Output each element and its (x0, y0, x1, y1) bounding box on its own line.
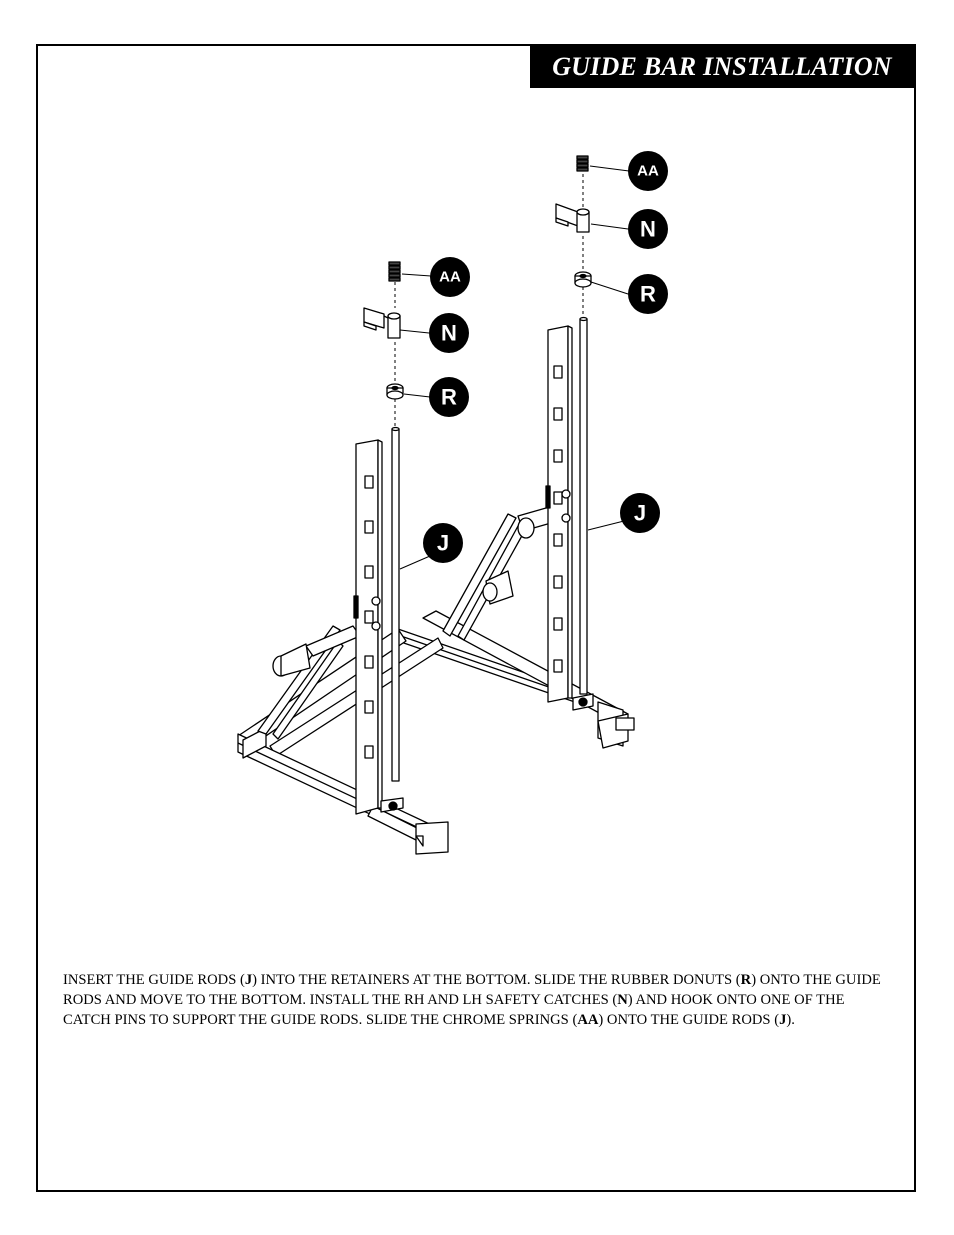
instruction-part-ref: R (740, 972, 752, 988)
callout-right-j-label: J (633, 500, 647, 526)
left-spring-aa (389, 262, 400, 281)
instruction-part-ref: N (617, 992, 628, 1008)
callout-right-n (628, 209, 668, 249)
right-donut-r (575, 272, 591, 287)
callout-left-j-label: J (436, 530, 450, 556)
instruction-part-ref: J (244, 972, 253, 988)
instruction-text: ) INTO THE RETAINERS AT THE BOTTOM. SLIDE THE RUBBER DONUTS ( (252, 972, 741, 988)
leader-lines (400, 166, 629, 569)
instruction-text: ) AND HOOK ONTO ONE OF THE CATCH PINS TO SUPPORT THE GUIDE RODS. SLIDE THE CHROME SPRINGS ( (63, 992, 845, 1028)
instruction-text: INSERT THE GUIDE RODS ( (63, 972, 245, 988)
callout-right-r-label: R (640, 281, 656, 307)
right-safety-catch-n (556, 204, 589, 232)
callout-right-aa-label: AA (637, 162, 659, 180)
callout-left-aa (430, 257, 470, 297)
callout-left-r (429, 377, 469, 417)
callout-right-r (628, 274, 668, 314)
instruction-part-ref: AA (577, 1012, 599, 1028)
right-spring-aa (577, 156, 588, 171)
callout-left-n-label: N (441, 320, 457, 346)
instruction-text: ) ONTO THE GUIDE RODS AND MOVE TO THE BOTTOM. INSTALL THE RH AND LH SAFETY CATCHES ( (63, 972, 881, 1008)
instructions-paragraph (63, 970, 893, 1030)
right-upright (546, 326, 572, 702)
page-frame (36, 44, 916, 1192)
callout-left-r-label: R (441, 384, 457, 410)
right-guide-rod (573, 318, 593, 711)
page-title: GUIDE BAR INSTALLATION (530, 46, 914, 88)
callout-right-aa (628, 151, 668, 191)
callout-left-j (423, 523, 463, 563)
callout-right-n-label: N (640, 216, 656, 242)
instruction-text: ) ONTO THE GUIDE RODS ( (598, 1012, 780, 1028)
left-guide-rod (381, 428, 403, 813)
callout-left-aa-label: AA (439, 268, 461, 286)
instruction-text: ). (786, 1012, 795, 1028)
left-donut-r (387, 384, 403, 399)
callout-left-n (429, 313, 469, 353)
right-incline-arm (443, 506, 558, 640)
instruction-part-ref: J (779, 1012, 787, 1028)
assembly-illustration (38, 46, 914, 946)
callout-right-j (620, 493, 660, 533)
assembly-diagram (38, 46, 914, 946)
left-safety-catch-n (364, 308, 400, 338)
left-upright (354, 440, 382, 814)
